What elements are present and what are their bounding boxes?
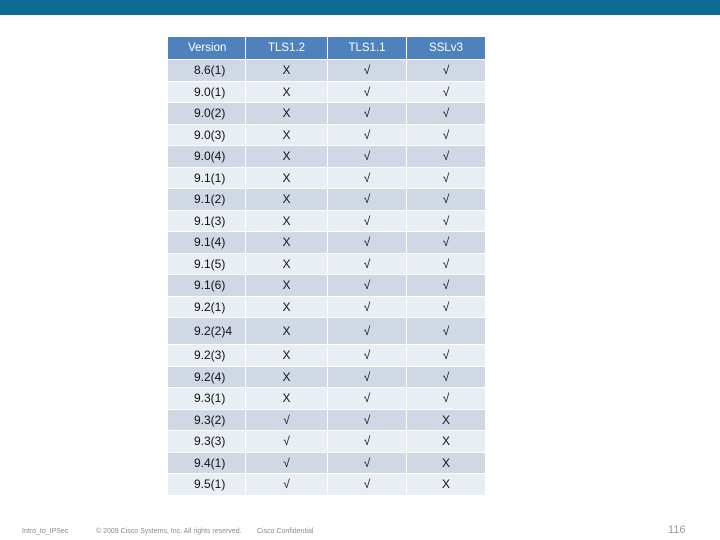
table-row — [168, 431, 486, 453]
header-tls11: TLS1.1 — [328, 37, 407, 60]
cell-sslv3: X — [407, 431, 486, 453]
cell-sslv3: √ — [407, 345, 486, 367]
cell-version: 9.1(5) — [168, 254, 246, 276]
cell-sslv3: √ — [407, 189, 486, 211]
cell-tls12: √ — [246, 410, 328, 432]
table-row — [168, 345, 486, 367]
cell-tls12: X — [246, 82, 328, 104]
table-row — [168, 103, 486, 125]
table-row — [168, 410, 486, 432]
cell-sslv3: √ — [407, 232, 486, 254]
cell-version: 9.2(3) — [168, 345, 246, 367]
table-row — [168, 275, 486, 297]
table-row — [168, 232, 486, 254]
cell-tls12: X — [246, 168, 328, 190]
cell-version: 9.1(6) — [168, 275, 246, 297]
cell-sslv3: X — [407, 474, 486, 496]
header-sslv3: SSLv3 — [407, 37, 486, 60]
cell-tls11: √ — [328, 168, 407, 190]
cell-tls11: √ — [328, 345, 407, 367]
cell-version: 9.1(2) — [168, 189, 246, 211]
cell-tls12: √ — [246, 474, 328, 496]
table-row — [168, 367, 486, 389]
cell-tls11: √ — [328, 211, 407, 233]
tls-support-table-container — [168, 37, 486, 496]
cell-version: 9.2(4) — [168, 367, 246, 389]
cell-tls11: √ — [328, 367, 407, 389]
cell-sslv3: √ — [407, 388, 486, 410]
cell-tls12: X — [246, 254, 328, 276]
cell-tls11: √ — [328, 388, 407, 410]
cell-tls11: √ — [328, 103, 407, 125]
cell-tls11: √ — [328, 474, 407, 496]
cell-tls12: √ — [246, 453, 328, 475]
table-row — [168, 189, 486, 211]
cell-tls12: X — [246, 388, 328, 410]
cell-version: 9.3(3) — [168, 431, 246, 453]
table-row — [168, 211, 486, 233]
cell-sslv3: √ — [407, 103, 486, 125]
cell-version: 9.4(1) — [168, 453, 246, 475]
cell-tls11: √ — [328, 431, 407, 453]
cell-tls11: √ — [328, 254, 407, 276]
cell-tls11: √ — [328, 297, 407, 319]
cell-tls11: √ — [328, 60, 407, 82]
cell-sslv3: √ — [407, 125, 486, 147]
cell-version: 9.1(1) — [168, 168, 246, 190]
cell-version: 9.3(2) — [168, 410, 246, 432]
cell-version: 9.1(3) — [168, 211, 246, 233]
footer-confidential: Cisco Confidential — [257, 528, 314, 535]
cell-version: 9.1(4) — [168, 232, 246, 254]
cell-sslv3: √ — [407, 82, 486, 104]
footer-copyright: © 2009 Cisco Systems, Inc. All rights reserved. — [96, 528, 242, 535]
cell-tls11: √ — [328, 453, 407, 475]
table-row — [168, 453, 486, 475]
cell-version: 8.6(1) — [168, 60, 246, 82]
cell-sslv3: X — [407, 410, 486, 432]
cell-tls12: X — [246, 232, 328, 254]
cell-version: 9.5(1) — [168, 474, 246, 496]
cell-tls12: X — [246, 275, 328, 297]
table-row — [168, 318, 486, 345]
cell-version: 9.2(1) — [168, 297, 246, 319]
cell-tls11: √ — [328, 82, 407, 104]
cell-version: 9.0(3) — [168, 125, 246, 147]
cell-sslv3: √ — [407, 146, 486, 168]
header-tls12: TLS1.2 — [246, 37, 328, 60]
footer-presentation-id: Intro_to_IPSec — [22, 528, 69, 535]
table-row — [168, 125, 486, 147]
table-row — [168, 474, 486, 496]
cell-tls12: X — [246, 211, 328, 233]
cell-tls12: √ — [246, 431, 328, 453]
table-header-row — [168, 37, 486, 60]
cell-tls12: X — [246, 367, 328, 389]
cell-version: 9.0(4) — [168, 146, 246, 168]
cell-tls12: X — [246, 318, 328, 345]
cell-sslv3: √ — [407, 168, 486, 190]
cell-version: 9.2(2)4 — [168, 318, 246, 345]
page-number: 116 — [668, 524, 686, 536]
table-row — [168, 146, 486, 168]
cell-tls12: X — [246, 345, 328, 367]
cell-tls12: X — [246, 146, 328, 168]
cell-tls12: X — [246, 189, 328, 211]
cell-tls12: X — [246, 125, 328, 147]
cell-sslv3: √ — [407, 367, 486, 389]
cell-tls11: √ — [328, 232, 407, 254]
cell-tls12: X — [246, 103, 328, 125]
table-row — [168, 82, 486, 104]
cell-sslv3: √ — [407, 60, 486, 82]
tls-support-table — [168, 37, 486, 496]
cell-sslv3: X — [407, 453, 486, 475]
cell-tls12: X — [246, 60, 328, 82]
cell-sslv3: √ — [407, 318, 486, 345]
cell-sslv3: √ — [407, 211, 486, 233]
table-row — [168, 297, 486, 319]
cell-tls11: √ — [328, 146, 407, 168]
cell-version: 9.0(2) — [168, 103, 246, 125]
cell-tls11: √ — [328, 189, 407, 211]
cell-tls11: √ — [328, 410, 407, 432]
cell-version: 9.0(1) — [168, 82, 246, 104]
cell-sslv3: √ — [407, 275, 486, 297]
cell-tls11: √ — [328, 318, 407, 345]
table-row — [168, 168, 486, 190]
cell-tls11: √ — [328, 125, 407, 147]
cell-sslv3: √ — [407, 254, 486, 276]
cell-tls12: X — [246, 297, 328, 319]
table-row — [168, 254, 486, 276]
cell-sslv3: √ — [407, 297, 486, 319]
header-version: Version — [168, 37, 246, 60]
cell-tls11: √ — [328, 275, 407, 297]
table-row — [168, 60, 486, 82]
cell-version: 9.3(1) — [168, 388, 246, 410]
table-row — [168, 388, 486, 410]
top-banner — [0, 0, 720, 15]
